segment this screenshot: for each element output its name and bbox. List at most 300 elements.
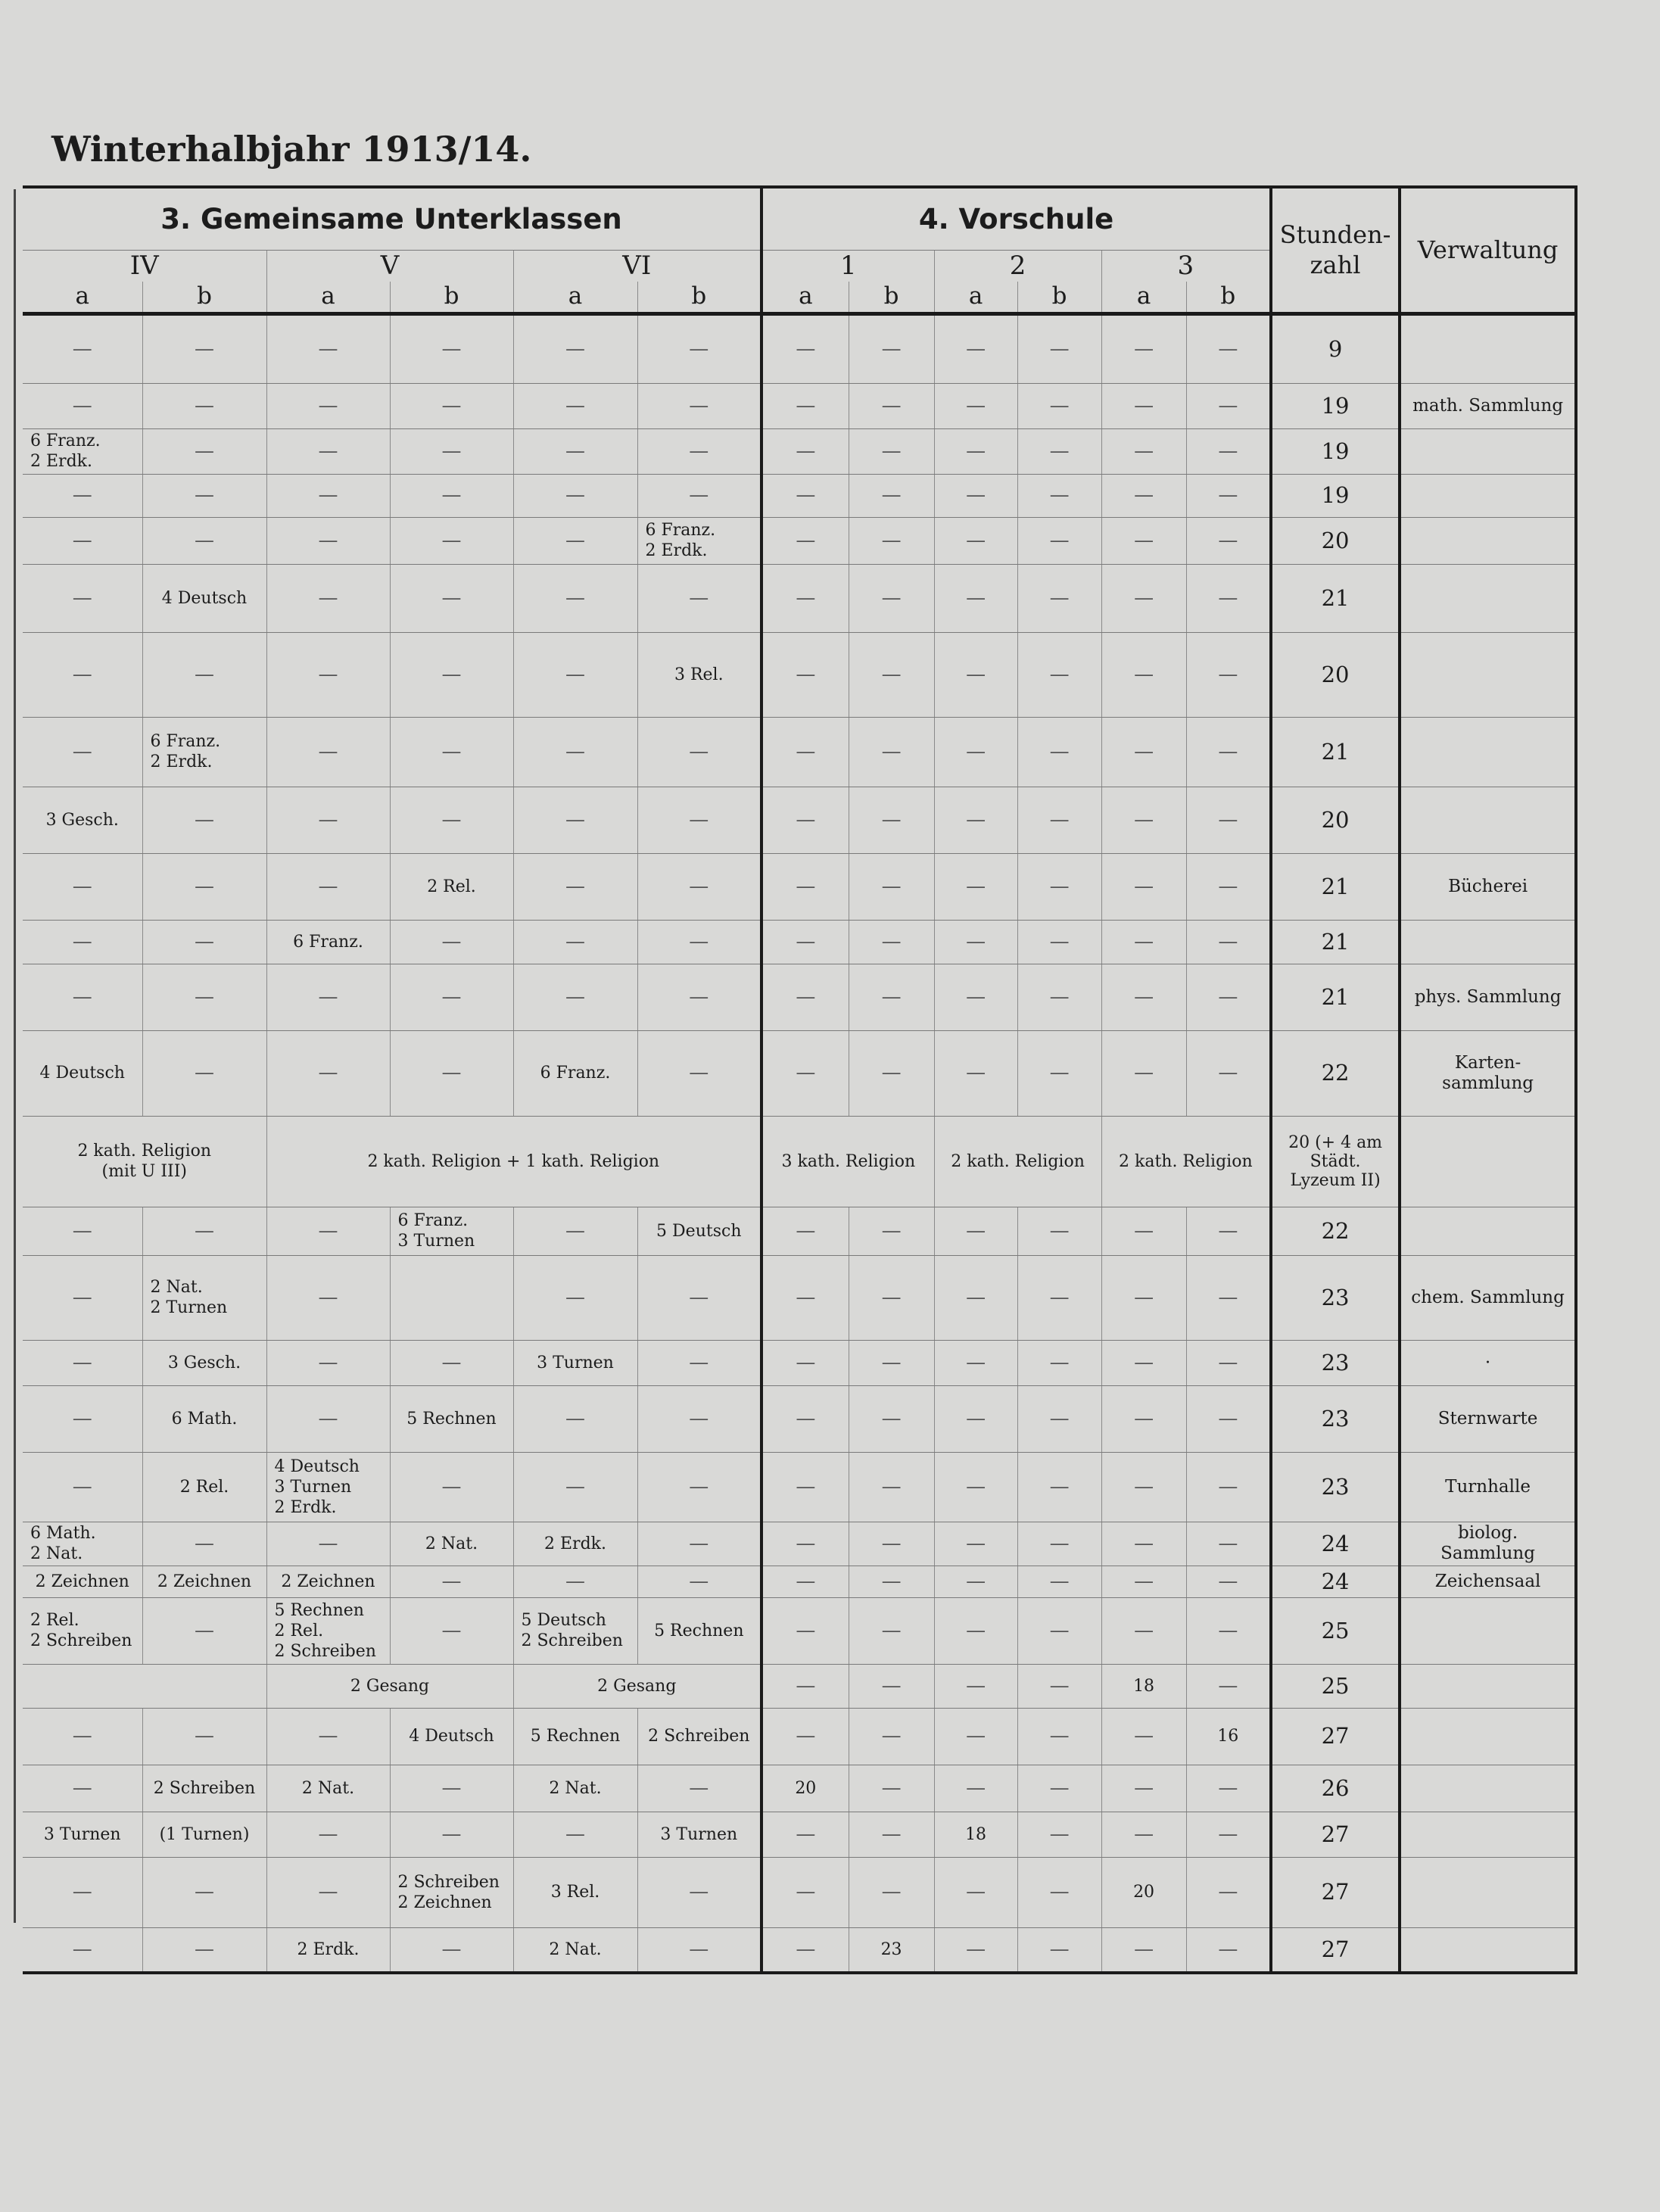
table-cell: — [761, 1340, 849, 1385]
table-cell: — [934, 1452, 1017, 1522]
table-cell: 6 Math. [142, 1385, 266, 1452]
table-cell: — [266, 964, 390, 1030]
table-cell: 2 Nat. [390, 1522, 513, 1566]
table-cell: — [637, 383, 761, 428]
table-cell: 6 Franz. 2 Erdk. [23, 428, 142, 474]
table-cell: — [1186, 920, 1271, 964]
table-row [23, 1597, 1576, 1664]
table-cell: — [761, 1030, 849, 1116]
table-cell: — [266, 474, 390, 517]
table-cell: — [849, 517, 934, 564]
table-cell: — [761, 1566, 849, 1597]
table-cell: — [849, 1812, 934, 1857]
table-cell: — [390, 474, 513, 517]
table-cell: — [1017, 1812, 1101, 1857]
table-cell: 2 Zeichnen [23, 1566, 142, 1597]
table-cell: 5 Rechnen 2 Rel. 2 Schreiben [266, 1597, 390, 1664]
hours-cell: 24 [1271, 1566, 1400, 1597]
table-cell: — [142, 1708, 266, 1765]
table-cell: — [849, 428, 934, 474]
table-cell: — [266, 517, 390, 564]
table-cell: — [513, 383, 637, 428]
table-cell: — [513, 517, 637, 564]
table-cell: — [1101, 474, 1186, 517]
table-cell: — [1186, 1385, 1271, 1452]
table-cell: — [142, 1927, 266, 1973]
hours-cell: 21 [1271, 564, 1400, 632]
table-cell: — [1101, 1812, 1186, 1857]
admin-cell [1400, 428, 1576, 474]
table-cell: — [761, 853, 849, 920]
table-cell: — [1101, 1385, 1186, 1452]
admin-cell: Karten- sammlung [1400, 1030, 1576, 1116]
table-cell: — [142, 383, 266, 428]
table-cell: — [1186, 1597, 1271, 1664]
hours-cell: 21 [1271, 717, 1400, 787]
table-row [23, 853, 1576, 920]
table-cell: — [849, 853, 934, 920]
table-cell: — [23, 920, 142, 964]
table-cell: — [934, 964, 1017, 1030]
table-cell: — [266, 632, 390, 717]
table-cell: — [934, 564, 1017, 632]
page-title: Winterhalbjahr 1913/14. [51, 129, 532, 170]
subclass-header: b [637, 282, 761, 313]
table-cell: — [1186, 1340, 1271, 1385]
table-cell: — [637, 717, 761, 787]
table-cell: — [23, 474, 142, 517]
table-row [23, 1927, 1576, 1973]
table-cell: — [1017, 313, 1101, 383]
subclass-header: a [761, 282, 849, 313]
table-cell: — [513, 1207, 637, 1255]
table-cell: — [1101, 1452, 1186, 1522]
admin-cell [1400, 474, 1576, 517]
table-row [23, 383, 1576, 428]
table-cell: — [266, 1708, 390, 1765]
table-cell: — [761, 787, 849, 853]
table-cell: 20 [761, 1765, 849, 1812]
table-cell: — [23, 1765, 142, 1812]
table-row [23, 1566, 1576, 1597]
table-row [23, 787, 1576, 853]
table-cell: — [1101, 428, 1186, 474]
table-cell: — [849, 474, 934, 517]
table-cell: — [849, 1566, 934, 1597]
table-cell: — [1017, 717, 1101, 787]
table-cell: — [23, 564, 142, 632]
table-cell: — [266, 1812, 390, 1857]
table-cell: — [513, 853, 637, 920]
table-cell: — [637, 1452, 761, 1522]
group-header-vorschule: 4. Vorschule [761, 187, 1271, 250]
table-cell: — [266, 383, 390, 428]
subclass-header: b [390, 282, 513, 313]
table-row [23, 1664, 1576, 1708]
table-cell: — [849, 920, 934, 964]
table-cell: — [934, 1340, 1017, 1385]
table-cell: 6 Franz. 2 Erdk. [142, 717, 266, 787]
table-cell: 2 Rel. [142, 1452, 266, 1522]
table-cell: — [1017, 1030, 1101, 1116]
table-cell: — [1017, 1765, 1101, 1812]
table-cell: — [390, 1597, 513, 1664]
table-cell: — [1017, 1927, 1101, 1973]
admin-cell [1400, 1597, 1576, 1664]
table-cell: — [1017, 428, 1101, 474]
table-cell: — [513, 313, 637, 383]
table-cell: — [1101, 1765, 1186, 1812]
table-cell: 2 Nat. [266, 1765, 390, 1812]
table-cell: — [849, 632, 934, 717]
table-cell: — [637, 428, 761, 474]
table-cell: 5 Rechnen [637, 1597, 761, 1664]
table-cell: 20 [1101, 1857, 1186, 1927]
table-cell: — [637, 1522, 761, 1566]
hours-cell: 25 [1271, 1664, 1400, 1708]
table-cell: — [934, 1522, 1017, 1566]
table-cell: — [266, 717, 390, 787]
table-cell: — [390, 428, 513, 474]
table-row [23, 474, 1576, 517]
table-cell: — [390, 1812, 513, 1857]
table-cell: — [1101, 853, 1186, 920]
hours-cell: 27 [1271, 1708, 1400, 1765]
table-cell: — [849, 1708, 934, 1765]
table-cell: 6 Franz. [513, 1030, 637, 1116]
table-cell: — [513, 964, 637, 1030]
table-cell: — [23, 1857, 142, 1927]
table-cell: — [1017, 1597, 1101, 1664]
table-cell: — [934, 1255, 1017, 1340]
table-cell: — [23, 853, 142, 920]
subclass-header: a [266, 282, 390, 313]
table-cell: — [23, 632, 142, 717]
hours-cell: 19 [1271, 383, 1400, 428]
table-cell: — [934, 1207, 1017, 1255]
admin-cell [1400, 1927, 1576, 1973]
table-cell: — [23, 517, 142, 564]
table-cell: — [1186, 1207, 1271, 1255]
admin-cell [1400, 564, 1576, 632]
table-cell: — [849, 717, 934, 787]
table-cell: — [761, 1812, 849, 1857]
table-row [23, 1708, 1576, 1765]
table-cell: — [849, 1385, 934, 1452]
table-cell: — [1186, 853, 1271, 920]
table-cell: — [1186, 1522, 1271, 1566]
table-cell: — [1017, 1385, 1101, 1452]
table-cell: — [1186, 428, 1271, 474]
table-cell: — [266, 1385, 390, 1452]
table-cell: 2 Zeichnen [142, 1566, 266, 1597]
admin-cell [1400, 1207, 1576, 1255]
table-cell: — [1017, 383, 1101, 428]
table-cell: — [761, 1927, 849, 1973]
table-cell: — [637, 1255, 761, 1340]
table-cell: — [23, 964, 142, 1030]
table-cell: — [849, 787, 934, 853]
table-cell: — [23, 717, 142, 787]
table-row [23, 428, 1576, 474]
admin-cell: math. Sammlung [1400, 383, 1576, 428]
table-cell: — [1017, 920, 1101, 964]
hours-cell: 19 [1271, 428, 1400, 474]
table-cell: — [1101, 383, 1186, 428]
class-header: 3 [1101, 250, 1271, 282]
table-cell: — [637, 964, 761, 1030]
table-cell: — [266, 853, 390, 920]
subclass-header: b [1017, 282, 1101, 313]
table-cell: — [390, 1340, 513, 1385]
table-cell: — [1186, 717, 1271, 787]
table-cell: 2 Zeichnen [266, 1566, 390, 1597]
table-cell: — [637, 1340, 761, 1385]
table-cell: — [390, 383, 513, 428]
table-cell: — [23, 1385, 142, 1452]
admin-cell: Bücherei [1400, 853, 1576, 920]
table-cell: — [1186, 313, 1271, 383]
special-cell: 2 kath. Religion (mit U III) [23, 1116, 266, 1207]
table-row [23, 564, 1576, 632]
table-row [23, 1765, 1576, 1812]
table-cell: — [1101, 1597, 1186, 1664]
table-cell: — [849, 1597, 934, 1664]
class-header: 1 [761, 250, 934, 282]
admin-cell [1400, 632, 1576, 717]
table-cell: — [142, 1522, 266, 1566]
page-edge-rule [14, 189, 16, 1923]
table-cell: — [1186, 1812, 1271, 1857]
table-cell: — [142, 1207, 266, 1255]
table-cell: — [513, 717, 637, 787]
table-cell: — [1017, 853, 1101, 920]
table-cell: — [1101, 1927, 1186, 1973]
admin-cell [1400, 1708, 1576, 1765]
table-cell: — [761, 474, 849, 517]
table-cell: — [1017, 1857, 1101, 1927]
table-cell: — [849, 383, 934, 428]
table-cell: 2 Schreiben [637, 1708, 761, 1765]
table-cell: — [142, 632, 266, 717]
table-cell: — [761, 313, 849, 383]
table-cell: — [637, 787, 761, 853]
table-cell: — [142, 1030, 266, 1116]
table-cell: — [390, 1765, 513, 1812]
admin-cell: chem. Sammlung [1400, 1255, 1576, 1340]
table-row [23, 1812, 1576, 1857]
table-cell: — [1101, 1255, 1186, 1340]
admin-cell [1400, 717, 1576, 787]
table-cell: — [142, 474, 266, 517]
table-cell: — [761, 1597, 849, 1664]
table-cell: — [637, 1765, 761, 1812]
table-cell: 2 Schreiben 2 Zeichnen [390, 1857, 513, 1927]
hours-cell: 24 [1271, 1522, 1400, 1566]
timetable [23, 185, 1576, 1974]
table-cell: — [934, 1385, 1017, 1452]
table-cell: 2 Erdk. [266, 1927, 390, 1973]
table-row [23, 717, 1576, 787]
table-cell: — [761, 1708, 849, 1765]
table-cell: 4 Deutsch [390, 1708, 513, 1765]
table-cell: — [1017, 1522, 1101, 1566]
table-cell: — [849, 964, 934, 1030]
subclass-header: a [513, 282, 637, 313]
table-cell: — [849, 1857, 934, 1927]
table-row [23, 1857, 1576, 1927]
subclass-header: a [1101, 282, 1186, 313]
gesang-cell: 2 Gesang [513, 1664, 761, 1708]
subclass-header: b [1186, 282, 1271, 313]
hours-cell: 27 [1271, 1812, 1400, 1857]
table-cell: — [142, 964, 266, 1030]
table-cell: — [1186, 1857, 1271, 1927]
table-cell: — [1017, 632, 1101, 717]
table-cell: — [934, 1857, 1017, 1927]
table-cell: — [1101, 717, 1186, 787]
hours-cell: 25 [1271, 1597, 1400, 1664]
table-cell: — [1017, 1708, 1101, 1765]
table-row [23, 920, 1576, 964]
table-cell: — [1101, 1522, 1186, 1566]
table-cell: — [1186, 1765, 1271, 1812]
admin-cell [1400, 920, 1576, 964]
hours-cell: 23 [1271, 1385, 1400, 1452]
table-cell: — [761, 1664, 849, 1708]
table-cell: — [849, 1207, 934, 1255]
table-cell: — [761, 1255, 849, 1340]
table-cell: — [761, 383, 849, 428]
table-cell: — [1101, 1566, 1186, 1597]
admin-cell [1400, 787, 1576, 853]
table-cell: — [849, 1522, 934, 1566]
table-cell: — [1186, 1664, 1271, 1708]
hours-cell: 27 [1271, 1857, 1400, 1927]
admin-cell [1400, 1116, 1576, 1207]
table-cell: — [513, 920, 637, 964]
special-cell: 2 kath. Religion [934, 1116, 1101, 1207]
table-cell: — [849, 1030, 934, 1116]
hours-cell: 21 [1271, 920, 1400, 964]
table-cell: — [266, 1207, 390, 1255]
table-cell: 6 Franz. 2 Erdk. [637, 517, 761, 564]
hours-cell: 19 [1271, 474, 1400, 517]
table-cell: — [513, 632, 637, 717]
table-cell: — [934, 920, 1017, 964]
table-cell: — [513, 564, 637, 632]
table-cell: — [1101, 313, 1186, 383]
table-cell: — [266, 1255, 390, 1340]
table-cell: — [1017, 1255, 1101, 1340]
table-cell: — [1017, 517, 1101, 564]
table-row [23, 1116, 1576, 1207]
table-cell: — [934, 383, 1017, 428]
table-cell: — [390, 717, 513, 787]
table-row [23, 1452, 1576, 1522]
table-cell: — [513, 474, 637, 517]
table-cell: — [142, 517, 266, 564]
table-cell: — [1101, 564, 1186, 632]
admin-cell [1400, 517, 1576, 564]
table-cell: — [761, 1385, 849, 1452]
table-cell: — [934, 517, 1017, 564]
table-cell: 3 Gesch. [142, 1340, 266, 1385]
table-cell: 4 Deutsch [142, 564, 266, 632]
table-row [23, 1522, 1576, 1566]
subclass-header: a [934, 282, 1017, 313]
table-cell: — [1101, 517, 1186, 564]
table-cell: — [934, 1597, 1017, 1664]
table-cell: — [1017, 1566, 1101, 1597]
table-row [23, 517, 1576, 564]
table-cell: — [142, 787, 266, 853]
table-cell: — [637, 564, 761, 632]
table-cell: — [266, 1030, 390, 1116]
table-cell: — [761, 1452, 849, 1522]
table-cell: 3 Turnen [637, 1812, 761, 1857]
table-cell: — [849, 1765, 934, 1812]
admin-cell [1400, 1664, 1576, 1708]
table-cell: 2 Nat. 2 Turnen [142, 1255, 266, 1340]
table-cell: — [266, 428, 390, 474]
table-cell: — [513, 1385, 637, 1452]
table-cell: — [390, 964, 513, 1030]
table-cell: — [1101, 787, 1186, 853]
table-cell: — [390, 1927, 513, 1973]
table-cell: 4 Deutsch 3 Turnen 2 Erdk. [266, 1452, 390, 1522]
hours-cell: 9 [1271, 313, 1400, 383]
table-cell: — [142, 1597, 266, 1664]
table-cell: — [637, 1566, 761, 1597]
table-cell: — [934, 1030, 1017, 1116]
table-cell: — [761, 1857, 849, 1927]
table-cell: — [1017, 787, 1101, 853]
table-cell [23, 1664, 266, 1708]
table-cell: — [1101, 632, 1186, 717]
admin-column-header: Verwaltung [1400, 187, 1576, 313]
table-cell: — [513, 1566, 637, 1597]
table-cell: — [761, 564, 849, 632]
hours-cell: 23 [1271, 1255, 1400, 1340]
table-cell: — [390, 564, 513, 632]
table-cell: — [513, 1812, 637, 1857]
table-cell: 2 Erdk. [513, 1522, 637, 1566]
class-header: IV [23, 250, 266, 282]
table-cell: 2 Schreiben [142, 1765, 266, 1812]
admin-cell: Zeichensaal [1400, 1566, 1576, 1597]
table-cell: — [637, 1030, 761, 1116]
table-cell: 3 Rel. [513, 1857, 637, 1927]
hours-cell: 20 [1271, 517, 1400, 564]
table-cell: — [934, 1765, 1017, 1812]
table-cell: — [934, 313, 1017, 383]
hours-cell: 21 [1271, 853, 1400, 920]
hours-cell: 22 [1271, 1030, 1400, 1116]
hours-column-header: Stunden- zahl [1271, 187, 1400, 313]
table-cell: — [513, 787, 637, 853]
table-cell: — [1017, 964, 1101, 1030]
table-cell: 5 Rechnen [390, 1385, 513, 1452]
class-header: V [266, 250, 513, 282]
table-cell: — [1101, 1340, 1186, 1385]
table-cell: — [1186, 564, 1271, 632]
table-cell: — [934, 1708, 1017, 1765]
table-cell: — [761, 517, 849, 564]
table-cell: 6 Franz. 3 Turnen [390, 1207, 513, 1255]
table-row [23, 1385, 1576, 1452]
table-cell: — [1186, 1927, 1271, 1973]
